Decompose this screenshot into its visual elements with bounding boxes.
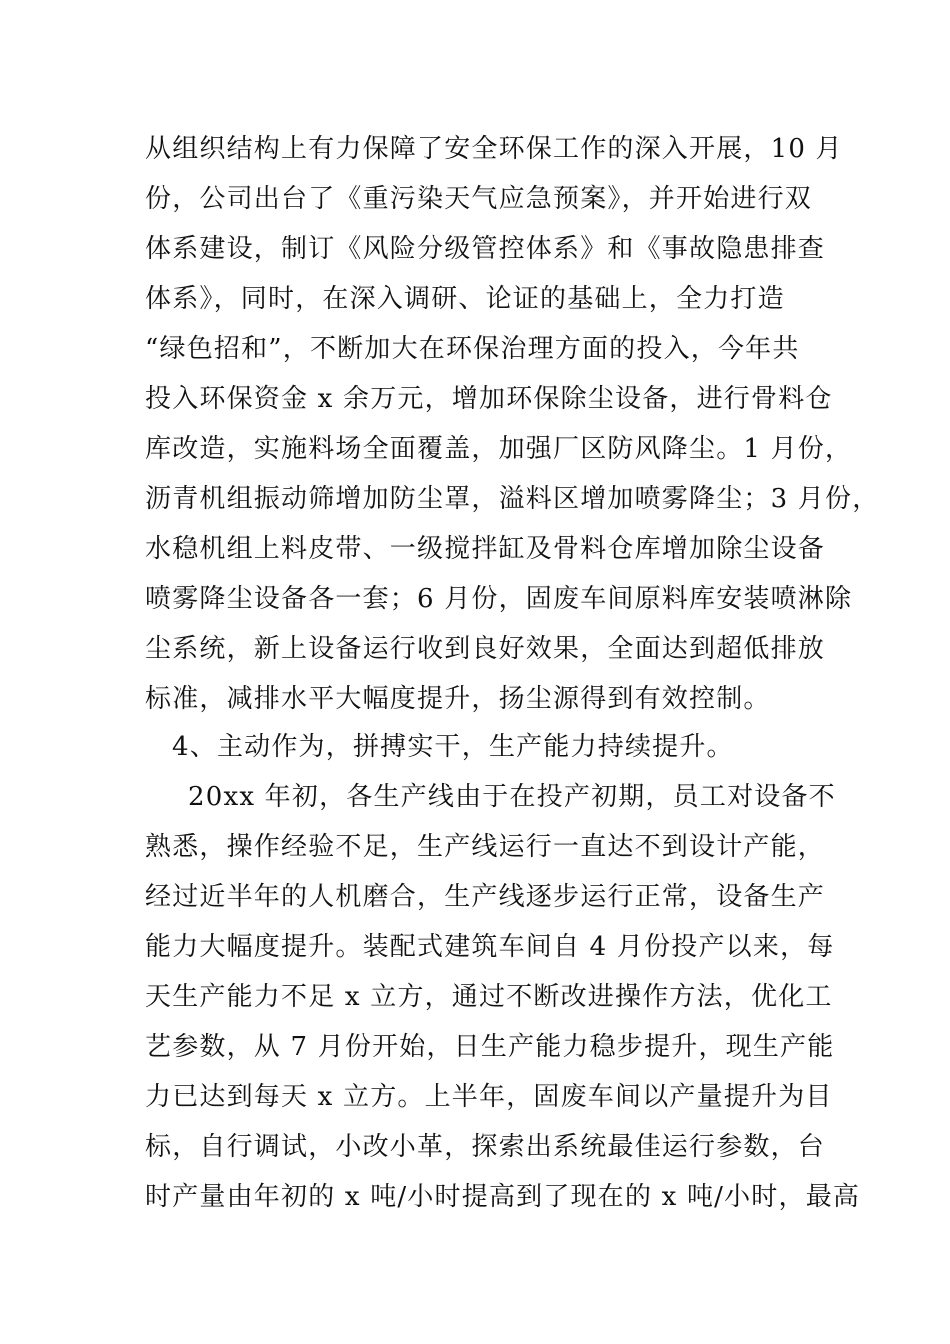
text-line: 水稳机组上料皮带、一级搅拌缸及骨料仓库增加除尘设备 [145, 534, 826, 564]
text-line: 能力大幅度提升。装配式建筑车间自 4 月份投产以来，每 [145, 932, 835, 962]
text-line: 尘系统，新上设备运行收到良好效果，全面达到超低排放 [145, 634, 826, 664]
text-line: 熟悉，操作经验不足，生产线运行一直达不到设计产能， [145, 832, 826, 862]
text-line: 标，自行调试，小改小革，探索出系统最佳运行参数，台 [145, 1132, 826, 1162]
text-line: 标准，减排水平大幅度提升，扬尘源得到有效控制。 [145, 684, 771, 714]
text-line: 力已达到每天 x 立方。上半年，固废车间以产量提升为目 [145, 1082, 833, 1112]
text-line: 体系》，同时，在深入调研、论证的基础上，全力打造 [145, 284, 785, 314]
text-line: “绿色招和”，不断加大在环保治理方面的投入，今年共 [145, 334, 800, 364]
text-line: 经过近半年的人机磨合，生产线逐步运行正常，设备生产 [145, 882, 826, 912]
text-line: 库改造，实施料场全面覆盖，加强厂区防风降尘。1 月份， [145, 434, 853, 464]
text-line: 从组织结构上有力保障了安全环保工作的深入开展，10 月 [145, 134, 843, 164]
text-line: 艺参数，从 7 月份开始，日生产能力稳步提升，现生产能 [145, 1032, 835, 1062]
text-line: 时产量由年初的 x 吨/小时提高到了现在的 x 吨/小时，最高 [145, 1182, 861, 1212]
text-line: 20xx 年初，各生产线由于在投产初期，员工对设备不 [188, 782, 836, 812]
text-line: 天生产能力不足 x 立方，通过不断改进操作方法，优化工 [145, 982, 833, 1012]
text-line: 喷雾降尘设备各一套；6 月份，固废车间原料库安装喷淋除 [145, 584, 853, 614]
text-line: 体系建设，制订《风险分级管控体系》和《事故隐患排查 [145, 234, 826, 264]
section-heading: 4、主动作为，拼搏实干，生产能力持续提升。 [172, 732, 734, 762]
text-line: 沥青机组振动筛增加防尘罩，溢料区增加喷雾降尘；3 月份， [145, 484, 880, 514]
text-line: 份，公司出台了《重污染天气应急预案》，并开始进行双 [145, 184, 813, 214]
text-line: 投入环保资金 x 余万元，增加环保除尘设备，进行骨料仓 [145, 384, 833, 414]
